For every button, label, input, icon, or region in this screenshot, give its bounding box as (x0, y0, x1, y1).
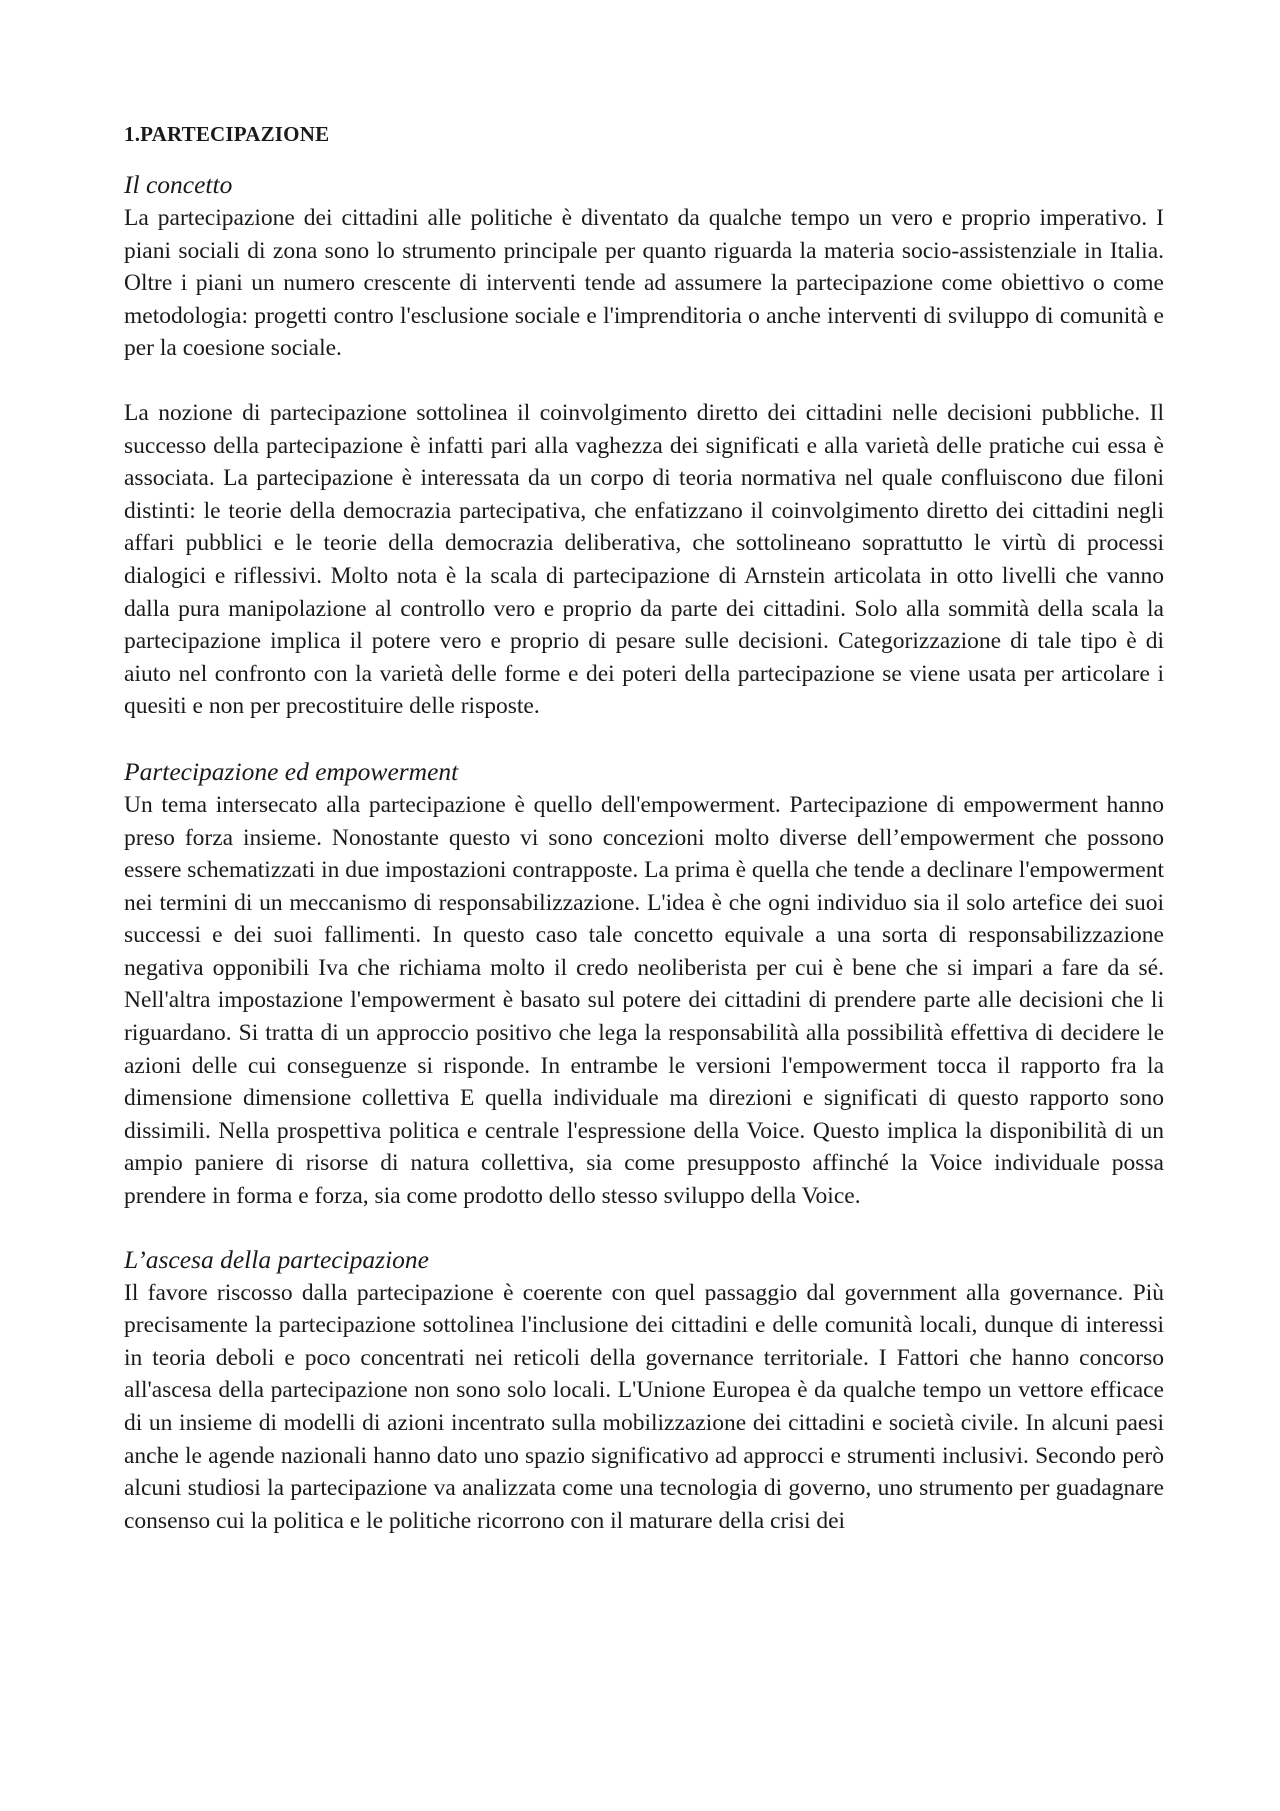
document-page (124, 118, 1164, 1569)
section-empowerment (124, 755, 1164, 1213)
paragraph: La nozione di partecipazione sottolinea il coinvolgimento diretto dei cittadini nelle decisioni pubbliche. Il successo della partecipazione è infatti pari alla vaghezza dei significati e alla varietà delle pratiche cui essa è associata. La partecipazione è interessata da un corpo di teoria normativa nel quale confluiscono due filoni distinti: le teorie della democrazia partecipativa, che enfatizzano il coinvolgimento diretto dei cittadini negli affari pubblici e le teorie della democrazia deliberativa, che sottolineano soprattutto le virtù di processi dialogici e riflessivi. Molto nota è la scala di partecipazione di Arnstein articolata in otto livelli che vanno dalla pura manipolazione al controllo vero e proprio da parte dei cittadini. Solo alla sommità della scala la partecipazione implica il potere vero e proprio di pesare sulle decisioni. Categorizzazione di tale tipo è di aiuto nel confronto con la varietà delle forme e dei poteri della partecipazione se viene usata per articolare i quesiti e non per precostituire delle risposte. (124, 399, 1164, 720)
paragraph: Il favore riscosso dalla partecipazione è coerente con quel passaggio dal government alla governance. Più precisamente la partecipazione sottolinea l'inclusione dei cittadini e delle comunità locali, dunque di interessi in teoria deboli e poco concentrati nei reticoli della governance territoriale. I Fattori che hanno concorso all'ascesa della partecipazione non sono solo locali. L'Unione Europea è da qualche tempo un vettore efficace di un insieme di modelli di azioni incentrato sulla mobilizzazione dei cittadini e società civile. In alcuni paesi anche le agende nazionali hanno dato uno spazio significativo ad approcci e strumenti inclusivi. Secondo però alcuni studiosi la partecipazione va analizzata come una tecnologia di governo, uno strumento per guadagnare consenso cui la politica e le politiche ricorrono con il maturare della crisi dei (124, 1279, 1164, 1534)
section-heading: Partecipazione ed empowerment (124, 756, 459, 786)
section-heading: Il concetto (124, 170, 233, 199)
section-heading: L’ascesa della partecipazione (124, 1244, 430, 1274)
section-ascesa (124, 1243, 1164, 1538)
paragraph: La partecipazione dei cittadini alle politiche è diventato da qualche tempo un vero e proprio imperativo. I piani sociali di zona sono lo strumento principale per quanto riguarda la materia socio-assistenziale in Italia. Oltre i piani un numero crescente di interventi tende ad assumere la partecipazione come obiettivo o come metodologia: progetti contro l'esclusione sociale e l'imprenditoria o anche interventi di sviluppo di comunità e per la coesione sociale. (124, 205, 1164, 362)
section-concetto (124, 168, 1164, 723)
paragraph: Un tema intersecato alla partecipazione è quello dell'empowerment. Partecipazione di empowerment hanno preso forza insieme. Nonostante questo vi sono concezioni molto diverse dell’empowerment che possono essere schematizzati in due impostazioni contrapposte. La prima è quella che tende a declinare l'empowerment nei termini di un meccanismo di responsabilizzazione. L'idea è che ogni individuo sia il solo artefice dei suoi successi e dei suoi fallimenti. In questo caso tale concetto equivale a una sorta di responsabilizzazione negativa opponibili Iva che richiama molto il credo neoliberista per cui è bene che si impari a fare da sé. Nell'altra impostazione l'empowerment è basato sul potere dei cittadini di prendere parte alle decisioni che li riguardano. Si tratta di un approccio positivo che lega la responsabilità alla possibilità effettiva di decidere le azioni delle cui conseguenze si risponde. In entrambe le versioni l'empowerment tocca il rapporto fra la dimensione dimensione collettiva E quella individuale ma direzioni e significati di questo rapporto sono dissimili. Nella prospettiva politica e centrale l'espressione della Voice. Questo implica la disponibilità di un ampio paniere di risorse di natura collettiva, sia come presupposto affinché la Voice individuale possa prendere in forma e forza, sia come prodotto dello stesso sviluppo della Voice. (124, 791, 1164, 1210)
document-title: 1.PARTECIPAZIONE (124, 122, 330, 146)
